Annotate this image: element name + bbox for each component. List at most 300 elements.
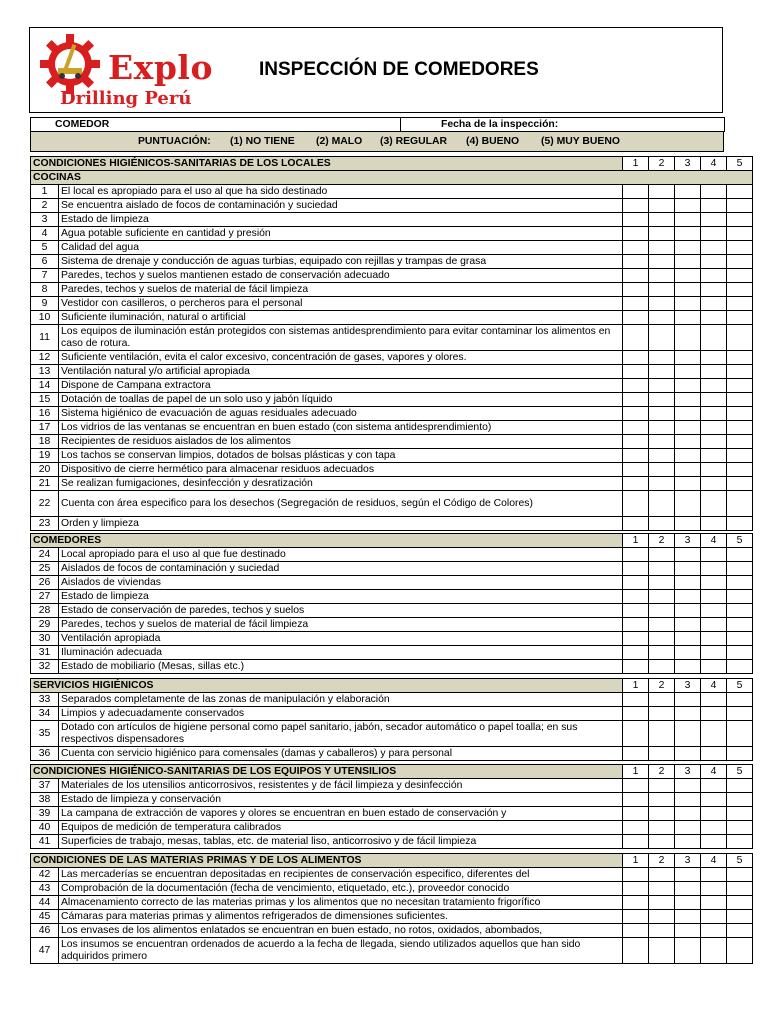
score-cell[interactable] (623, 213, 649, 227)
score-cell[interactable] (623, 882, 649, 896)
score-cell[interactable] (727, 365, 753, 379)
score-cell[interactable] (701, 185, 727, 199)
score-cell[interactable] (649, 590, 675, 604)
score-cell[interactable] (675, 435, 701, 449)
item-number: 13 (31, 365, 59, 379)
score-cell[interactable] (727, 821, 753, 835)
score-cell[interactable] (623, 325, 649, 351)
score-cell[interactable] (675, 646, 701, 660)
score-cell[interactable] (675, 407, 701, 421)
score-cell[interactable] (623, 910, 649, 924)
checklist-row (31, 721, 753, 747)
score-cell[interactable] (701, 407, 727, 421)
score-cell[interactable] (727, 910, 753, 924)
item-number: 40 (31, 821, 59, 835)
score-cell[interactable] (623, 632, 649, 646)
score-cell[interactable] (701, 576, 727, 590)
score-cell[interactable] (727, 421, 753, 435)
score-cell[interactable] (701, 311, 727, 325)
item-description: Recipientes de residuos aislados de los alimentos (59, 435, 623, 449)
item-description: Estado de limpieza (59, 590, 623, 604)
score-cell[interactable] (727, 807, 753, 821)
score-cell[interactable] (649, 807, 675, 821)
score-cell[interactable] (649, 379, 675, 393)
score-cell[interactable] (727, 255, 753, 269)
section-title: COMEDORES (31, 534, 623, 548)
score-cell[interactable] (727, 269, 753, 283)
score-cell[interactable] (727, 477, 753, 491)
score-cell[interactable] (649, 604, 675, 618)
score-cell[interactable] (649, 660, 675, 674)
score-cell[interactable] (623, 938, 649, 964)
score-cell[interactable] (649, 241, 675, 255)
score-cell[interactable] (701, 793, 727, 807)
score-cell[interactable] (675, 517, 701, 531)
score-cell[interactable] (701, 604, 727, 618)
score-cell[interactable] (675, 938, 701, 964)
score-cell[interactable] (727, 199, 753, 213)
score-cell[interactable] (675, 548, 701, 562)
score-cell[interactable] (623, 407, 649, 421)
score-cell[interactable] (623, 491, 649, 517)
item-description: Aislados de viviendas (59, 576, 623, 590)
score-cell[interactable] (701, 435, 727, 449)
score-cell[interactable] (623, 896, 649, 910)
score-cell[interactable] (701, 646, 727, 660)
score-cell[interactable] (649, 938, 675, 964)
score-cell[interactable] (623, 199, 649, 213)
score-cell[interactable] (727, 227, 753, 241)
score-cell[interactable] (701, 365, 727, 379)
score-option: (3) REGULAR (380, 136, 447, 147)
score-cell[interactable] (675, 351, 701, 365)
score-cell[interactable] (623, 693, 649, 707)
score-cell[interactable] (701, 421, 727, 435)
score-column-header: 5 (727, 679, 753, 693)
inspection-meta (30, 117, 725, 132)
score-cell[interactable] (649, 297, 675, 311)
score-cell[interactable] (727, 407, 753, 421)
score-cell[interactable] (623, 646, 649, 660)
score-cell[interactable] (727, 590, 753, 604)
score-cell[interactable] (623, 297, 649, 311)
score-cell[interactable] (623, 548, 649, 562)
score-cell[interactable] (675, 227, 701, 241)
score-cell[interactable] (727, 491, 753, 517)
score-cell[interactable] (649, 185, 675, 199)
score-cell[interactable] (727, 213, 753, 227)
score-cell[interactable] (701, 213, 727, 227)
item-description: Dotación de toallas de papel de un solo uso y jabón líquido (59, 393, 623, 407)
score-cell[interactable] (623, 868, 649, 882)
score-cell[interactable] (675, 477, 701, 491)
score-cell[interactable] (675, 660, 701, 674)
score-cell[interactable] (675, 463, 701, 477)
score-cell[interactable] (649, 325, 675, 351)
score-cell[interactable] (649, 793, 675, 807)
score-cell[interactable] (675, 325, 701, 351)
score-cell[interactable] (727, 835, 753, 849)
score-cell[interactable] (623, 924, 649, 938)
score-cell[interactable] (701, 747, 727, 761)
score-cell[interactable] (701, 548, 727, 562)
score-cell[interactable] (675, 421, 701, 435)
score-cell[interactable] (675, 707, 701, 721)
score-cell[interactable] (623, 660, 649, 674)
score-cell[interactable] (623, 241, 649, 255)
score-cell[interactable] (649, 896, 675, 910)
score-cell[interactable] (675, 821, 701, 835)
score-cell[interactable] (675, 693, 701, 707)
score-cell[interactable] (675, 199, 701, 213)
score-cell[interactable] (727, 297, 753, 311)
score-cell[interactable] (675, 618, 701, 632)
score-cell[interactable] (623, 351, 649, 365)
score-cell[interactable] (649, 924, 675, 938)
score-cell[interactable] (701, 517, 727, 531)
score-cell[interactable] (727, 185, 753, 199)
score-cell[interactable] (701, 241, 727, 255)
score-cell[interactable] (701, 618, 727, 632)
score-cell[interactable] (649, 632, 675, 646)
score-column-header: 1 (623, 854, 649, 868)
score-cell[interactable] (727, 660, 753, 674)
section-title: CONDICIONES HIGIÉNICOS-SANITARIAS DE LOS LOCALES (31, 157, 623, 171)
date-field[interactable] (401, 118, 725, 132)
score-cell[interactable] (649, 421, 675, 435)
checklist-row (31, 393, 753, 407)
item-number: 37 (31, 779, 59, 793)
item-description: Los envases de los alimentos enlatados se encuentran en buen estado, no rotos, oxidados, abombados, (59, 924, 623, 938)
score-cell[interactable] (675, 297, 701, 311)
item-number: 46 (31, 924, 59, 938)
score-cell[interactable] (623, 618, 649, 632)
score-cell[interactable] (649, 351, 675, 365)
item-description: Dispositivo de cierre hermético para almacenar residuos adecuados (59, 463, 623, 477)
item-number: 3 (31, 213, 59, 227)
item-number: 31 (31, 646, 59, 660)
score-cell[interactable] (649, 283, 675, 297)
score-cell[interactable] (727, 882, 753, 896)
score-cell[interactable] (649, 562, 675, 576)
score-cell[interactable] (701, 938, 727, 964)
score-cell[interactable] (701, 882, 727, 896)
score-cell[interactable] (649, 269, 675, 283)
score-cell[interactable] (701, 562, 727, 576)
score-column-header: 4 (701, 765, 727, 779)
score-cell[interactable] (649, 393, 675, 407)
score-cell[interactable] (727, 646, 753, 660)
score-cell[interactable] (701, 379, 727, 393)
score-cell[interactable] (727, 393, 753, 407)
score-cell[interactable] (727, 562, 753, 576)
score-cell[interactable] (701, 227, 727, 241)
score-cell[interactable] (701, 590, 727, 604)
score-cell[interactable] (701, 807, 727, 821)
score-cell[interactable] (675, 562, 701, 576)
score-cell[interactable] (701, 835, 727, 849)
item-description: Paredes, techos y suelos mantienen estado de conservación adecuado (59, 269, 623, 283)
score-cell[interactable] (649, 779, 675, 793)
item-number: 43 (31, 882, 59, 896)
score-cell[interactable] (649, 407, 675, 421)
score-cell[interactable] (675, 311, 701, 325)
score-cell[interactable] (675, 779, 701, 793)
score-cell[interactable] (623, 227, 649, 241)
score-cell[interactable] (675, 632, 701, 646)
score-cell[interactable] (623, 185, 649, 199)
item-number: 35 (31, 721, 59, 747)
score-cell[interactable] (623, 807, 649, 821)
score-cell[interactable] (649, 747, 675, 761)
score-cell[interactable] (675, 924, 701, 938)
score-cell[interactable] (649, 693, 675, 707)
score-column-header: 5 (727, 854, 753, 868)
score-cell[interactable] (675, 379, 701, 393)
item-number: 34 (31, 707, 59, 721)
score-cell[interactable] (649, 477, 675, 491)
checklist-row (31, 576, 753, 590)
score-cell[interactable] (701, 393, 727, 407)
score-cell[interactable] (701, 632, 727, 646)
score-column-header: 5 (727, 157, 753, 171)
score-cell[interactable] (727, 517, 753, 531)
checklist-row (31, 517, 753, 531)
score-cell[interactable] (701, 491, 727, 517)
score-cell[interactable] (623, 283, 649, 297)
score-cell[interactable] (675, 807, 701, 821)
score-cell[interactable] (649, 449, 675, 463)
score-cell[interactable] (701, 325, 727, 351)
score-cell[interactable] (701, 868, 727, 882)
score-cell[interactable] (623, 517, 649, 531)
score-cell[interactable] (623, 449, 649, 463)
score-cell[interactable] (675, 910, 701, 924)
score-cell[interactable] (727, 449, 753, 463)
score-column-header: 2 (649, 854, 675, 868)
scoring-label: PUNTUACIÓN: (138, 136, 211, 147)
score-cell[interactable] (649, 868, 675, 882)
score-cell[interactable] (675, 747, 701, 761)
score-cell[interactable] (701, 199, 727, 213)
score-cell[interactable] (675, 185, 701, 199)
score-cell[interactable] (727, 548, 753, 562)
score-cell[interactable] (675, 576, 701, 590)
comedor-field[interactable] (31, 118, 401, 132)
checklist-row (31, 924, 753, 938)
score-cell[interactable] (675, 213, 701, 227)
score-cell[interactable] (701, 449, 727, 463)
score-cell[interactable] (649, 255, 675, 269)
score-cell[interactable] (649, 517, 675, 531)
document-header (29, 27, 723, 113)
score-cell[interactable] (727, 747, 753, 761)
item-description: Equipos de medición de temperatura calibrados (59, 821, 623, 835)
item-description: Orden y limpieza (59, 517, 623, 531)
score-cell[interactable] (649, 463, 675, 477)
checklist-row (31, 421, 753, 435)
score-cell[interactable] (649, 835, 675, 849)
item-description: Suficiente ventilación, evita el calor excesivo, concentración de gases, vapores y olores. (59, 351, 623, 365)
item-number: 41 (31, 835, 59, 849)
item-number: 18 (31, 435, 59, 449)
score-cell[interactable] (727, 779, 753, 793)
item-number: 4 (31, 227, 59, 241)
checklist-row (31, 604, 753, 618)
score-cell[interactable] (727, 325, 753, 351)
score-cell[interactable] (675, 255, 701, 269)
score-cell[interactable] (623, 562, 649, 576)
item-description: Agua potable suficiente en cantidad y presión (59, 227, 623, 241)
score-cell[interactable] (649, 365, 675, 379)
score-cell[interactable] (649, 227, 675, 241)
score-cell[interactable] (675, 721, 701, 747)
score-cell[interactable] (623, 590, 649, 604)
checklist-row (31, 325, 753, 351)
score-cell[interactable] (623, 365, 649, 379)
comedor-label: COMEDOR (55, 119, 110, 130)
score-cell[interactable] (675, 835, 701, 849)
checklist-row (31, 562, 753, 576)
item-number: 25 (31, 562, 59, 576)
score-cell[interactable] (701, 910, 727, 924)
score-cell[interactable] (701, 463, 727, 477)
score-cell[interactable] (649, 311, 675, 325)
score-cell[interactable] (701, 896, 727, 910)
score-cell[interactable] (649, 646, 675, 660)
score-cell[interactable] (623, 379, 649, 393)
score-cell[interactable] (727, 435, 753, 449)
item-number: 33 (31, 693, 59, 707)
item-description: Las mercaderías se encuentran depositadas en recipientes de conservación especifico, diferentes del (59, 868, 623, 882)
score-cell[interactable] (623, 793, 649, 807)
score-cell[interactable] (675, 393, 701, 407)
score-cell[interactable] (701, 821, 727, 835)
checklist-row (31, 660, 753, 674)
score-cell[interactable] (701, 721, 727, 747)
score-cell[interactable] (727, 707, 753, 721)
score-cell[interactable] (675, 283, 701, 297)
item-number: 32 (31, 660, 59, 674)
score-cell[interactable] (727, 793, 753, 807)
score-cell[interactable] (623, 477, 649, 491)
score-cell[interactable] (727, 618, 753, 632)
score-cell[interactable] (649, 576, 675, 590)
score-cell[interactable] (727, 351, 753, 365)
score-cell[interactable] (727, 938, 753, 964)
score-cell[interactable] (727, 868, 753, 882)
score-cell[interactable] (623, 747, 649, 761)
score-cell[interactable] (649, 213, 675, 227)
score-cell[interactable] (623, 721, 649, 747)
score-cell[interactable] (675, 269, 701, 283)
checklist-row (31, 379, 753, 393)
score-cell[interactable] (623, 821, 649, 835)
score-cell[interactable] (623, 269, 649, 283)
score-cell[interactable] (649, 548, 675, 562)
score-cell[interactable] (727, 924, 753, 938)
score-cell[interactable] (727, 241, 753, 255)
score-cell[interactable] (623, 779, 649, 793)
score-cell[interactable] (623, 707, 649, 721)
score-cell[interactable] (701, 297, 727, 311)
score-cell[interactable] (701, 351, 727, 365)
score-cell[interactable] (649, 882, 675, 896)
score-cell[interactable] (675, 868, 701, 882)
score-cell[interactable] (727, 604, 753, 618)
score-cell[interactable] (727, 632, 753, 646)
score-cell[interactable] (701, 269, 727, 283)
score-cell[interactable] (675, 449, 701, 463)
score-cell[interactable] (701, 693, 727, 707)
score-cell[interactable] (649, 721, 675, 747)
score-cell[interactable] (623, 604, 649, 618)
score-cell[interactable] (649, 821, 675, 835)
score-cell[interactable] (727, 896, 753, 910)
score-cell[interactable] (727, 721, 753, 747)
score-cell[interactable] (701, 707, 727, 721)
score-cell[interactable] (649, 491, 675, 517)
item-number: 9 (31, 297, 59, 311)
score-cell[interactable] (727, 311, 753, 325)
score-cell[interactable] (701, 255, 727, 269)
score-cell[interactable] (675, 793, 701, 807)
score-cell[interactable] (649, 618, 675, 632)
score-cell[interactable] (675, 241, 701, 255)
item-description: Comprobación de la documentación (fecha de vencimiento, etiquetado, etc.), proveedor conocido (59, 882, 623, 896)
score-cell[interactable] (649, 435, 675, 449)
item-description: Estado de limpieza (59, 213, 623, 227)
score-cell[interactable] (623, 463, 649, 477)
score-cell[interactable] (623, 311, 649, 325)
score-cell[interactable] (727, 379, 753, 393)
score-cell[interactable] (727, 576, 753, 590)
item-description: Estado de conservación de paredes, techos y suelos (59, 604, 623, 618)
checklist-row (31, 590, 753, 604)
score-cell[interactable] (675, 604, 701, 618)
score-cell[interactable] (701, 477, 727, 491)
item-description: Los insumos se encuentran ordenados de acuerdo a la fecha de llegada, siendo utilizados aquellos que han sido adquiridos primero (59, 938, 623, 964)
item-number: 38 (31, 793, 59, 807)
score-cell[interactable] (623, 421, 649, 435)
score-cell[interactable] (701, 660, 727, 674)
item-number: 17 (31, 421, 59, 435)
score-cell[interactable] (701, 924, 727, 938)
score-cell[interactable] (623, 255, 649, 269)
score-cell[interactable] (649, 707, 675, 721)
score-cell[interactable] (727, 463, 753, 477)
score-cell[interactable] (675, 491, 701, 517)
score-cell[interactable] (623, 393, 649, 407)
score-cell[interactable] (675, 882, 701, 896)
score-cell[interactable] (623, 835, 649, 849)
score-cell[interactable] (701, 283, 727, 297)
score-cell[interactable] (675, 896, 701, 910)
score-cell[interactable] (623, 576, 649, 590)
score-cell[interactable] (727, 283, 753, 297)
score-cell[interactable] (675, 365, 701, 379)
item-number: 5 (31, 241, 59, 255)
score-cell[interactable] (701, 779, 727, 793)
item-description: Cuenta con servicio higiénico para comensales (damas y caballeros) y para personal (59, 747, 623, 761)
score-cell[interactable] (649, 199, 675, 213)
score-cell[interactable] (623, 435, 649, 449)
score-cell[interactable] (649, 910, 675, 924)
checklist-row (31, 407, 753, 421)
score-cell[interactable] (675, 590, 701, 604)
item-number: 27 (31, 590, 59, 604)
score-cell[interactable] (727, 693, 753, 707)
